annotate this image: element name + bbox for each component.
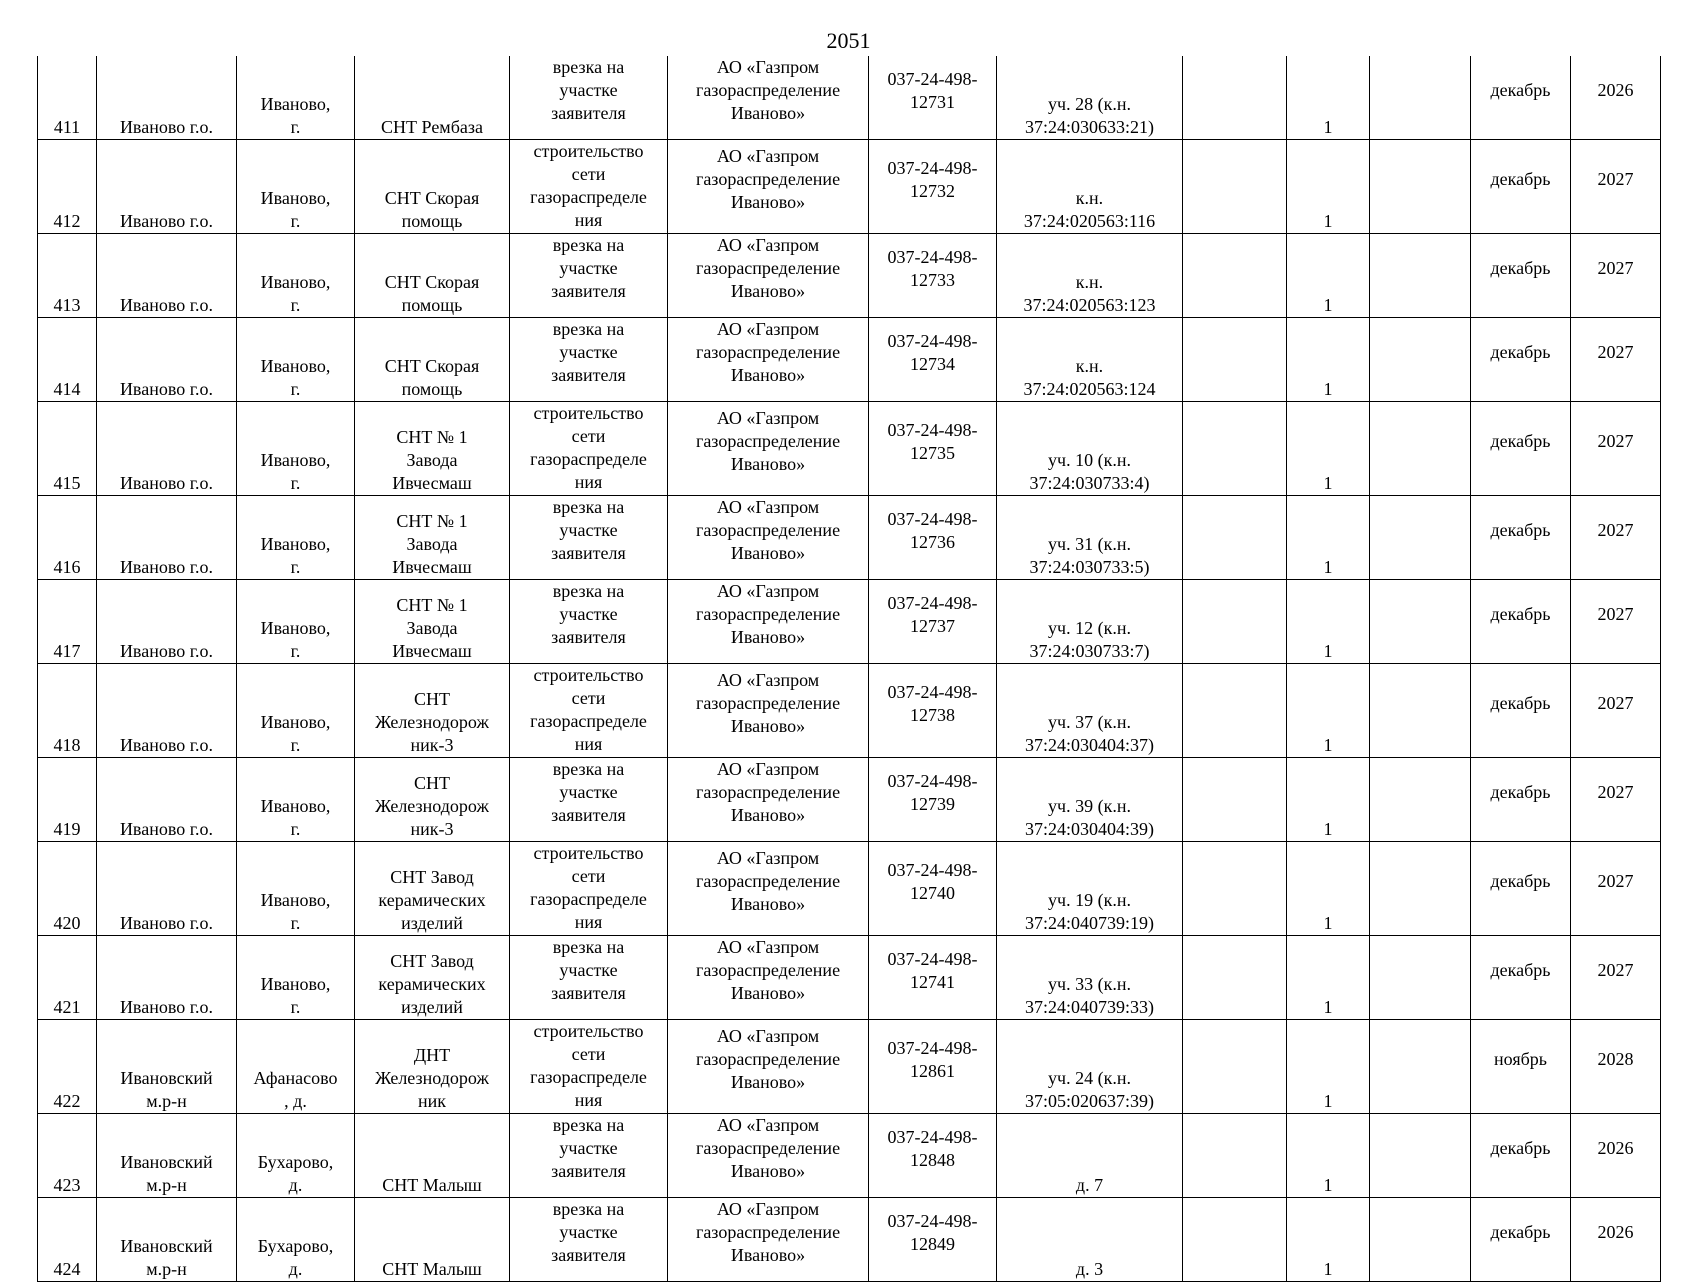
row-number: 420 (38, 842, 97, 936)
month-cell: декабрь (1471, 664, 1571, 758)
application-code-cell: 037-24-498- 12848 (869, 1114, 997, 1198)
count-cell: 1 (1287, 936, 1370, 1020)
organization-cell: АО «Газпром газораспределение Иваново» (668, 140, 869, 234)
organization-cell: АО «Газпром газораспределение Иваново» (668, 936, 869, 1020)
district-cell: Ивановский м.р-н (97, 1114, 237, 1198)
year-cell: 2027 (1571, 234, 1661, 318)
empty-cell (1370, 140, 1471, 234)
table-row (38, 1198, 1661, 1282)
year-cell: 2027 (1571, 936, 1661, 1020)
empty-cell (1183, 758, 1287, 842)
object-cell: СНТ Скорая помощь (355, 318, 510, 402)
locality-cell: Бухарово, д. (237, 1198, 355, 1282)
parcel-cell: уч. 28 (к.н. 37:24:030633:21) (997, 56, 1183, 140)
empty-cell (1370, 56, 1471, 140)
parcel-cell: д. 7 (997, 1114, 1183, 1198)
empty-cell (1183, 1198, 1287, 1282)
parcel-cell: к.н. 37:24:020563:124 (997, 318, 1183, 402)
application-code-cell: 037-24-498- 12849 (869, 1198, 997, 1282)
parcel-cell: уч. 39 (к.н. 37:24:030404:39) (997, 758, 1183, 842)
work-type-cell: строительство сети газораспределе ния (510, 402, 668, 496)
year-cell: 2027 (1571, 496, 1661, 580)
work-type-cell: строительство сети газораспределе ния (510, 140, 668, 234)
organization-cell: АО «Газпром газораспределение Иваново» (668, 318, 869, 402)
application-code-cell: 037-24-498- 12731 (869, 56, 997, 140)
row-number: 422 (38, 1020, 97, 1114)
year-cell: 2026 (1571, 56, 1661, 140)
count-cell: 1 (1287, 1020, 1370, 1114)
application-code-cell: 037-24-498- 12741 (869, 936, 997, 1020)
empty-cell (1183, 140, 1287, 234)
row-number: 412 (38, 140, 97, 234)
empty-cell (1183, 664, 1287, 758)
empty-cell (1183, 580, 1287, 664)
row-number: 424 (38, 1198, 97, 1282)
work-type-cell: врезка на участке заявителя (510, 318, 668, 402)
work-type-cell: врезка на участке заявителя (510, 496, 668, 580)
organization-cell: АО «Газпром газораспределение Иваново» (668, 234, 869, 318)
year-cell: 2027 (1571, 140, 1661, 234)
table-row (38, 758, 1661, 842)
year-cell: 2027 (1571, 402, 1661, 496)
district-cell: Иваново г.о. (97, 56, 237, 140)
empty-cell (1370, 496, 1471, 580)
empty-cell (1370, 1114, 1471, 1198)
work-type-cell: врезка на участке заявителя (510, 1198, 668, 1282)
month-cell: декабрь (1471, 842, 1571, 936)
year-cell: 2026 (1571, 1114, 1661, 1198)
table-row (38, 664, 1661, 758)
month-cell: декабрь (1471, 496, 1571, 580)
organization-cell: АО «Газпром газораспределение Иваново» (668, 1198, 869, 1282)
application-code-cell: 037-24-498- 12737 (869, 580, 997, 664)
table-row (38, 496, 1661, 580)
application-code-cell: 037-24-498- 12732 (869, 140, 997, 234)
month-cell: ноябрь (1471, 1020, 1571, 1114)
table-row (38, 580, 1661, 664)
year-cell: 2027 (1571, 318, 1661, 402)
district-cell: Ивановский м.р-н (97, 1198, 237, 1282)
application-code-cell: 037-24-498- 12739 (869, 758, 997, 842)
empty-cell (1370, 758, 1471, 842)
district-cell: Иваново г.о. (97, 496, 237, 580)
row-number: 423 (38, 1114, 97, 1198)
table-row (38, 140, 1661, 234)
month-cell: декабрь (1471, 318, 1571, 402)
application-code-cell: 037-24-498- 12734 (869, 318, 997, 402)
locality-cell: Иваново, г. (237, 140, 355, 234)
work-type-cell: строительство сети газораспределе ния (510, 664, 668, 758)
count-cell: 1 (1287, 758, 1370, 842)
work-type-cell: врезка на участке заявителя (510, 936, 668, 1020)
object-cell: ДНТ Железнодорож ник (355, 1020, 510, 1114)
organization-cell: АО «Газпром газораспределение Иваново» (668, 664, 869, 758)
month-cell: декабрь (1471, 140, 1571, 234)
month-cell: декабрь (1471, 1198, 1571, 1282)
organization-cell: АО «Газпром газораспределение Иваново» (668, 496, 869, 580)
empty-cell (1370, 936, 1471, 1020)
count-cell: 1 (1287, 56, 1370, 140)
count-cell: 1 (1287, 318, 1370, 402)
count-cell: 1 (1287, 842, 1370, 936)
empty-cell (1370, 318, 1471, 402)
district-cell: Иваново г.о. (97, 140, 237, 234)
table-row (38, 56, 1661, 140)
count-cell: 1 (1287, 1114, 1370, 1198)
row-number: 413 (38, 234, 97, 318)
year-cell: 2027 (1571, 664, 1661, 758)
object-cell: СНТ № 1 Завода Ивчесмаш (355, 580, 510, 664)
row-number: 414 (38, 318, 97, 402)
page-number: 2051 (826, 28, 871, 53)
parcel-cell: уч. 10 (к.н. 37:24:030733:4) (997, 402, 1183, 496)
empty-cell (1370, 580, 1471, 664)
object-cell: СНТ Железнодорож ник-3 (355, 664, 510, 758)
month-cell: декабрь (1471, 402, 1571, 496)
application-code-cell: 037-24-498- 12733 (869, 234, 997, 318)
locality-cell: Иваново, г. (237, 936, 355, 1020)
district-cell: Ивановский м.р-н (97, 1020, 237, 1114)
district-cell: Иваново г.о. (97, 402, 237, 496)
count-cell: 1 (1287, 580, 1370, 664)
object-cell: СНТ Малыш (355, 1114, 510, 1198)
district-cell: Иваново г.о. (97, 842, 237, 936)
empty-cell (1370, 1020, 1471, 1114)
empty-cell (1183, 234, 1287, 318)
object-cell: СНТ Малыш (355, 1198, 510, 1282)
month-cell: декабрь (1471, 234, 1571, 318)
district-cell: Иваново г.о. (97, 580, 237, 664)
year-cell: 2027 (1571, 580, 1661, 664)
organization-cell: АО «Газпром газораспределение Иваново» (668, 580, 869, 664)
count-cell: 1 (1287, 1198, 1370, 1282)
object-cell: СНТ Скорая помощь (355, 140, 510, 234)
empty-cell (1183, 1114, 1287, 1198)
district-cell: Иваново г.о. (97, 936, 237, 1020)
object-cell: СНТ Завод керамических изделий (355, 842, 510, 936)
month-cell: декабрь (1471, 936, 1571, 1020)
empty-cell (1370, 1198, 1471, 1282)
table-row (38, 842, 1661, 936)
work-type-cell: строительство сети газораспределе ния (510, 1020, 668, 1114)
district-cell: Иваново г.о. (97, 664, 237, 758)
parcel-cell: уч. 37 (к.н. 37:24:030404:37) (997, 664, 1183, 758)
locality-cell: Иваново, г. (237, 664, 355, 758)
empty-cell (1183, 496, 1287, 580)
locality-cell: Афанасово , д. (237, 1020, 355, 1114)
gas-connection-table (37, 56, 1661, 1282)
table-body (38, 56, 1661, 1282)
count-cell: 1 (1287, 140, 1370, 234)
empty-cell (1183, 56, 1287, 140)
locality-cell: Иваново, г. (237, 56, 355, 140)
year-cell: 2027 (1571, 758, 1661, 842)
locality-cell: Бухарово, д. (237, 1114, 355, 1198)
table-row (38, 1114, 1661, 1198)
count-cell: 1 (1287, 402, 1370, 496)
empty-cell (1370, 842, 1471, 936)
empty-cell (1183, 1020, 1287, 1114)
count-cell: 1 (1287, 496, 1370, 580)
object-cell: СНТ № 1 Завода Ивчесмаш (355, 402, 510, 496)
row-number: 411 (38, 56, 97, 140)
month-cell: декабрь (1471, 580, 1571, 664)
object-cell: СНТ Скорая помощь (355, 234, 510, 318)
count-cell: 1 (1287, 234, 1370, 318)
district-cell: Иваново г.о. (97, 234, 237, 318)
empty-cell (1183, 936, 1287, 1020)
year-cell: 2027 (1571, 842, 1661, 936)
parcel-cell: к.н. 37:24:020563:116 (997, 140, 1183, 234)
empty-cell (1183, 318, 1287, 402)
locality-cell: Иваново, г. (237, 758, 355, 842)
table-row (38, 936, 1661, 1020)
organization-cell: АО «Газпром газораспределение Иваново» (668, 758, 869, 842)
parcel-cell: уч. 33 (к.н. 37:24:040739:33) (997, 936, 1183, 1020)
application-code-cell: 037-24-498- 12738 (869, 664, 997, 758)
parcel-cell: к.н. 37:24:020563:123 (997, 234, 1183, 318)
application-code-cell: 037-24-498- 12861 (869, 1020, 997, 1114)
empty-cell (1183, 842, 1287, 936)
row-number: 418 (38, 664, 97, 758)
work-type-cell: строительство сети газораспределе ния (510, 842, 668, 936)
work-type-cell: врезка на участке заявителя (510, 758, 668, 842)
year-cell: 2028 (1571, 1020, 1661, 1114)
locality-cell: Иваново, г. (237, 842, 355, 936)
organization-cell: АО «Газпром газораспределение Иваново» (668, 1114, 869, 1198)
object-cell: СНТ № 1 Завода Ивчесмаш (355, 496, 510, 580)
row-number: 417 (38, 580, 97, 664)
table-row (38, 402, 1661, 496)
month-cell: декабрь (1471, 56, 1571, 140)
organization-cell: АО «Газпром газораспределение Иваново» (668, 1020, 869, 1114)
year-cell: 2026 (1571, 1198, 1661, 1282)
row-number: 415 (38, 402, 97, 496)
application-code-cell: 037-24-498- 12740 (869, 842, 997, 936)
parcel-cell: уч. 24 (к.н. 37:05:020637:39) (997, 1020, 1183, 1114)
empty-cell (1183, 402, 1287, 496)
organization-cell: АО «Газпром газораспределение Иваново» (668, 402, 869, 496)
parcel-cell: д. 3 (997, 1198, 1183, 1282)
table-row (38, 318, 1661, 402)
object-cell: СНТ Завод керамических изделий (355, 936, 510, 1020)
parcel-cell: уч. 12 (к.н. 37:24:030733:7) (997, 580, 1183, 664)
table-row (38, 1020, 1661, 1114)
locality-cell: Иваново, г. (237, 496, 355, 580)
work-type-cell: врезка на участке заявителя (510, 56, 668, 140)
count-cell: 1 (1287, 664, 1370, 758)
empty-cell (1370, 234, 1471, 318)
organization-cell: АО «Газпром газораспределение Иваново» (668, 842, 869, 936)
table-row (38, 234, 1661, 318)
row-number: 421 (38, 936, 97, 1020)
application-code-cell: 037-24-498- 12735 (869, 402, 997, 496)
locality-cell: Иваново, г. (237, 402, 355, 496)
locality-cell: Иваново, г. (237, 580, 355, 664)
month-cell: декабрь (1471, 758, 1571, 842)
empty-cell (1370, 664, 1471, 758)
work-type-cell: врезка на участке заявителя (510, 234, 668, 318)
work-type-cell: врезка на участке заявителя (510, 1114, 668, 1198)
organization-cell: АО «Газпром газораспределение Иваново» (668, 56, 869, 140)
locality-cell: Иваново, г. (237, 234, 355, 318)
parcel-cell: уч. 31 (к.н. 37:24:030733:5) (997, 496, 1183, 580)
locality-cell: Иваново, г. (237, 318, 355, 402)
object-cell: СНТ Рембаза (355, 56, 510, 140)
district-cell: Иваново г.о. (97, 758, 237, 842)
row-number: 416 (38, 496, 97, 580)
empty-cell (1370, 402, 1471, 496)
parcel-cell: уч. 19 (к.н. 37:24:040739:19) (997, 842, 1183, 936)
district-cell: Иваново г.о. (97, 318, 237, 402)
object-cell: СНТ Железнодорож ник-3 (355, 758, 510, 842)
application-code-cell: 037-24-498- 12736 (869, 496, 997, 580)
work-type-cell: врезка на участке заявителя (510, 580, 668, 664)
month-cell: декабрь (1471, 1114, 1571, 1198)
row-number: 419 (38, 758, 97, 842)
